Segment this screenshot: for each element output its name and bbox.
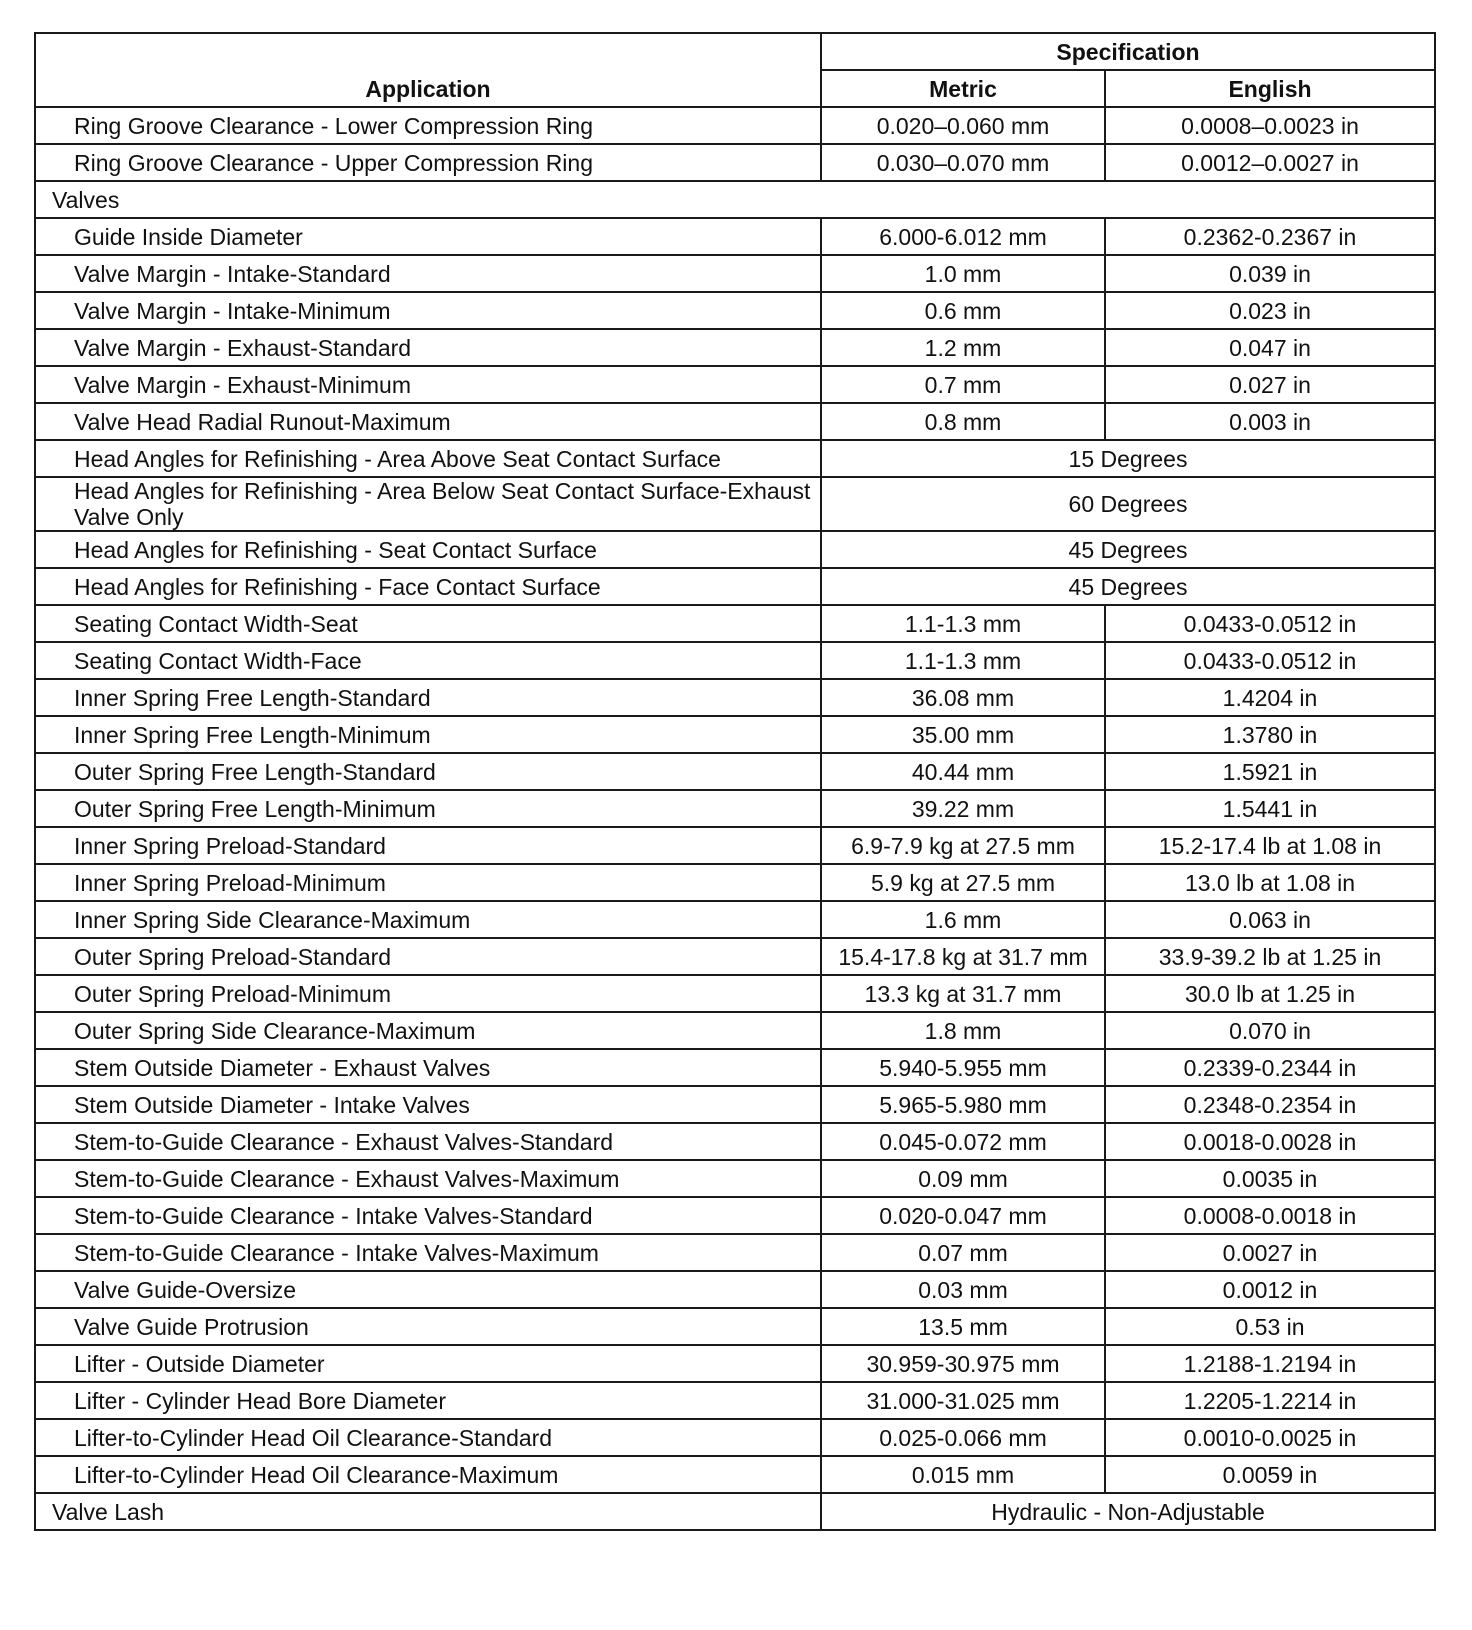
spec-value-merged: 60 Degrees	[821, 477, 1435, 531]
metric-cell: 0.025-0.066 mm	[821, 1419, 1105, 1456]
english-cell: 1.2205-1.2214 in	[1105, 1382, 1435, 1419]
metric-cell: 6.9-7.9 kg at 27.5 mm	[821, 827, 1105, 864]
table-row	[35, 531, 1435, 568]
metric-cell: 0.015 mm	[821, 1456, 1105, 1493]
specification-header: Specification	[821, 33, 1435, 70]
english-cell: 0.003 in	[1105, 403, 1435, 440]
metric-cell: 36.08 mm	[821, 679, 1105, 716]
table-row	[35, 1086, 1435, 1123]
metric-cell: 13.5 mm	[821, 1308, 1105, 1345]
english-cell: 0.0059 in	[1105, 1456, 1435, 1493]
application-cell: Inner Spring Free Length-Standard	[35, 679, 821, 716]
application-cell: Inner Spring Preload-Standard	[35, 827, 821, 864]
application-header: Application	[35, 33, 821, 107]
table-row	[35, 477, 1435, 531]
metric-cell: 39.22 mm	[821, 790, 1105, 827]
application-cell: Head Angles for Refinishing - Face Contact Surface	[35, 568, 821, 605]
table-row	[35, 568, 1435, 605]
english-cell: 1.2188-1.2194 in	[1105, 1345, 1435, 1382]
table-row	[35, 864, 1435, 901]
application-cell: Outer Spring Side Clearance-Maximum	[35, 1012, 821, 1049]
english-header: English	[1105, 70, 1435, 107]
application-cell: Stem Outside Diameter - Intake Valves	[35, 1086, 821, 1123]
application-cell: Head Angles for Refinishing - Seat Contact Surface	[35, 531, 821, 568]
table-row	[35, 605, 1435, 642]
metric-cell: 6.000-6.012 mm	[821, 218, 1105, 255]
english-cell: 0.063 in	[1105, 901, 1435, 938]
spec-value-merged: 15 Degrees	[821, 440, 1435, 477]
english-cell: 0.53 in	[1105, 1308, 1435, 1345]
application-cell: Seating Contact Width-Seat	[35, 605, 821, 642]
application-cell: Outer Spring Free Length-Minimum	[35, 790, 821, 827]
table-header	[35, 33, 1435, 107]
application-cell: Valve Head Radial Runout-Maximum	[35, 403, 821, 440]
metric-cell: 0.8 mm	[821, 403, 1105, 440]
application-cell: Lifter - Outside Diameter	[35, 1345, 821, 1382]
application-cell: Inner Spring Preload-Minimum	[35, 864, 821, 901]
application-cell: Outer Spring Preload-Standard	[35, 938, 821, 975]
spec-value-merged: 45 Degrees	[821, 531, 1435, 568]
section-label: Valves	[35, 181, 1435, 218]
table-row	[35, 329, 1435, 366]
table-row	[35, 255, 1435, 292]
application-cell: Head Angles for Refinishing - Area Below Seat Contact Surface-Exhaust Valve Only	[35, 477, 821, 531]
table-row	[35, 107, 1435, 144]
english-cell: 30.0 lb at 1.25 in	[1105, 975, 1435, 1012]
section-row	[35, 1493, 1435, 1530]
application-cell: Inner Spring Side Clearance-Maximum	[35, 901, 821, 938]
application-cell: Valve Guide Protrusion	[35, 1308, 821, 1345]
metric-cell: 5.940-5.955 mm	[821, 1049, 1105, 1086]
table-row	[35, 790, 1435, 827]
english-cell: 0.0010-0.0025 in	[1105, 1419, 1435, 1456]
english-cell: 0.0433-0.0512 in	[1105, 605, 1435, 642]
english-cell: 0.023 in	[1105, 292, 1435, 329]
english-cell: 33.9-39.2 lb at 1.25 in	[1105, 938, 1435, 975]
english-cell: 1.3780 in	[1105, 716, 1435, 753]
application-cell: Inner Spring Free Length-Minimum	[35, 716, 821, 753]
english-cell: 0.0027 in	[1105, 1234, 1435, 1271]
english-cell: 0.070 in	[1105, 1012, 1435, 1049]
spec-value-merged: Hydraulic - Non-Adjustable	[821, 1493, 1435, 1530]
metric-cell: 15.4-17.8 kg at 31.7 mm	[821, 938, 1105, 975]
table-row	[35, 975, 1435, 1012]
table-row	[35, 144, 1435, 181]
application-cell: Stem-to-Guide Clearance - Intake Valves-Maximum	[35, 1234, 821, 1271]
metric-cell: 0.020-0.047 mm	[821, 1197, 1105, 1234]
metric-cell: 0.03 mm	[821, 1271, 1105, 1308]
metric-cell: 1.0 mm	[821, 255, 1105, 292]
metric-cell: 31.000-31.025 mm	[821, 1382, 1105, 1419]
metric-cell: 0.07 mm	[821, 1234, 1105, 1271]
table-row	[35, 403, 1435, 440]
table-row	[35, 1345, 1435, 1382]
metric-cell: 0.030–0.070 mm	[821, 144, 1105, 181]
application-cell: Valve Margin - Exhaust-Standard	[35, 329, 821, 366]
application-cell: Lifter-to-Cylinder Head Oil Clearance-Standard	[35, 1419, 821, 1456]
spec-table	[34, 32, 1436, 1531]
metric-cell: 1.6 mm	[821, 901, 1105, 938]
english-cell: 1.5441 in	[1105, 790, 1435, 827]
english-cell: 1.4204 in	[1105, 679, 1435, 716]
english-cell: 0.0433-0.0512 in	[1105, 642, 1435, 679]
table-row	[35, 716, 1435, 753]
table-row	[35, 1308, 1435, 1345]
table-row	[35, 366, 1435, 403]
table-row	[35, 827, 1435, 864]
application-cell: Valve Margin - Intake-Minimum	[35, 292, 821, 329]
table-row	[35, 901, 1435, 938]
table-row	[35, 1049, 1435, 1086]
application-cell: Stem-to-Guide Clearance - Exhaust Valves-Maximum	[35, 1160, 821, 1197]
application-cell: Outer Spring Free Length-Standard	[35, 753, 821, 790]
english-cell: 0.027 in	[1105, 366, 1435, 403]
english-cell: 0.0035 in	[1105, 1160, 1435, 1197]
english-cell: 0.0008-0.0018 in	[1105, 1197, 1435, 1234]
metric-cell: 0.020–0.060 mm	[821, 107, 1105, 144]
metric-cell: 0.09 mm	[821, 1160, 1105, 1197]
metric-cell: 13.3 kg at 31.7 mm	[821, 975, 1105, 1012]
table-row	[35, 679, 1435, 716]
application-cell: Guide Inside Diameter	[35, 218, 821, 255]
application-cell: Lifter - Cylinder Head Bore Diameter	[35, 1382, 821, 1419]
english-cell: 0.0018-0.0028 in	[1105, 1123, 1435, 1160]
metric-cell: 0.6 mm	[821, 292, 1105, 329]
metric-cell: 0.7 mm	[821, 366, 1105, 403]
application-cell: Valve Guide-Oversize	[35, 1271, 821, 1308]
table-row	[35, 642, 1435, 679]
english-cell: 15.2-17.4 lb at 1.08 in	[1105, 827, 1435, 864]
metric-cell: 1.1-1.3 mm	[821, 605, 1105, 642]
table-row	[35, 938, 1435, 975]
english-cell: 0.0008–0.0023 in	[1105, 107, 1435, 144]
section-row	[35, 181, 1435, 218]
table-row	[35, 753, 1435, 790]
metric-header: Metric	[821, 70, 1105, 107]
application-cell: Outer Spring Preload-Minimum	[35, 975, 821, 1012]
table-row	[35, 1456, 1435, 1493]
table-row	[35, 1234, 1435, 1271]
table-row	[35, 292, 1435, 329]
spec-value-merged: 45 Degrees	[821, 568, 1435, 605]
english-cell: 0.2348-0.2354 in	[1105, 1086, 1435, 1123]
english-cell: 0.0012–0.0027 in	[1105, 144, 1435, 181]
table-body	[35, 107, 1435, 1530]
application-cell: Seating Contact Width-Face	[35, 642, 821, 679]
english-cell: 0.2362-0.2367 in	[1105, 218, 1435, 255]
table-row	[35, 1382, 1435, 1419]
table-row	[35, 1123, 1435, 1160]
english-cell: 0.0012 in	[1105, 1271, 1435, 1308]
table-row	[35, 440, 1435, 477]
english-cell: 0.047 in	[1105, 329, 1435, 366]
application-cell: Valve Margin - Exhaust-Minimum	[35, 366, 821, 403]
metric-cell: 1.8 mm	[821, 1012, 1105, 1049]
section-label: Valve Lash	[35, 1493, 821, 1530]
metric-cell: 1.1-1.3 mm	[821, 642, 1105, 679]
application-cell: Ring Groove Clearance - Upper Compression Ring	[35, 144, 821, 181]
table-row	[35, 1160, 1435, 1197]
application-cell: Lifter-to-Cylinder Head Oil Clearance-Maximum	[35, 1456, 821, 1493]
application-cell: Stem-to-Guide Clearance - Exhaust Valves-Standard	[35, 1123, 821, 1160]
metric-cell: 1.2 mm	[821, 329, 1105, 366]
application-cell: Head Angles for Refinishing - Area Above Seat Contact Surface	[35, 440, 821, 477]
english-cell: 13.0 lb at 1.08 in	[1105, 864, 1435, 901]
metric-cell: 5.9 kg at 27.5 mm	[821, 864, 1105, 901]
metric-cell: 0.045-0.072 mm	[821, 1123, 1105, 1160]
application-cell: Valve Margin - Intake-Standard	[35, 255, 821, 292]
application-cell: Stem Outside Diameter - Exhaust Valves	[35, 1049, 821, 1086]
metric-cell: 40.44 mm	[821, 753, 1105, 790]
english-cell: 1.5921 in	[1105, 753, 1435, 790]
english-cell: 0.039 in	[1105, 255, 1435, 292]
metric-cell: 5.965-5.980 mm	[821, 1086, 1105, 1123]
table-row	[35, 1271, 1435, 1308]
table-row	[35, 1419, 1435, 1456]
application-cell: Ring Groove Clearance - Lower Compression Ring	[35, 107, 821, 144]
table-row	[35, 1197, 1435, 1234]
english-cell: 0.2339-0.2344 in	[1105, 1049, 1435, 1086]
metric-cell: 35.00 mm	[821, 716, 1105, 753]
table-row	[35, 218, 1435, 255]
metric-cell: 30.959-30.975 mm	[821, 1345, 1105, 1382]
table-row	[35, 1012, 1435, 1049]
application-cell: Stem-to-Guide Clearance - Intake Valves-Standard	[35, 1197, 821, 1234]
